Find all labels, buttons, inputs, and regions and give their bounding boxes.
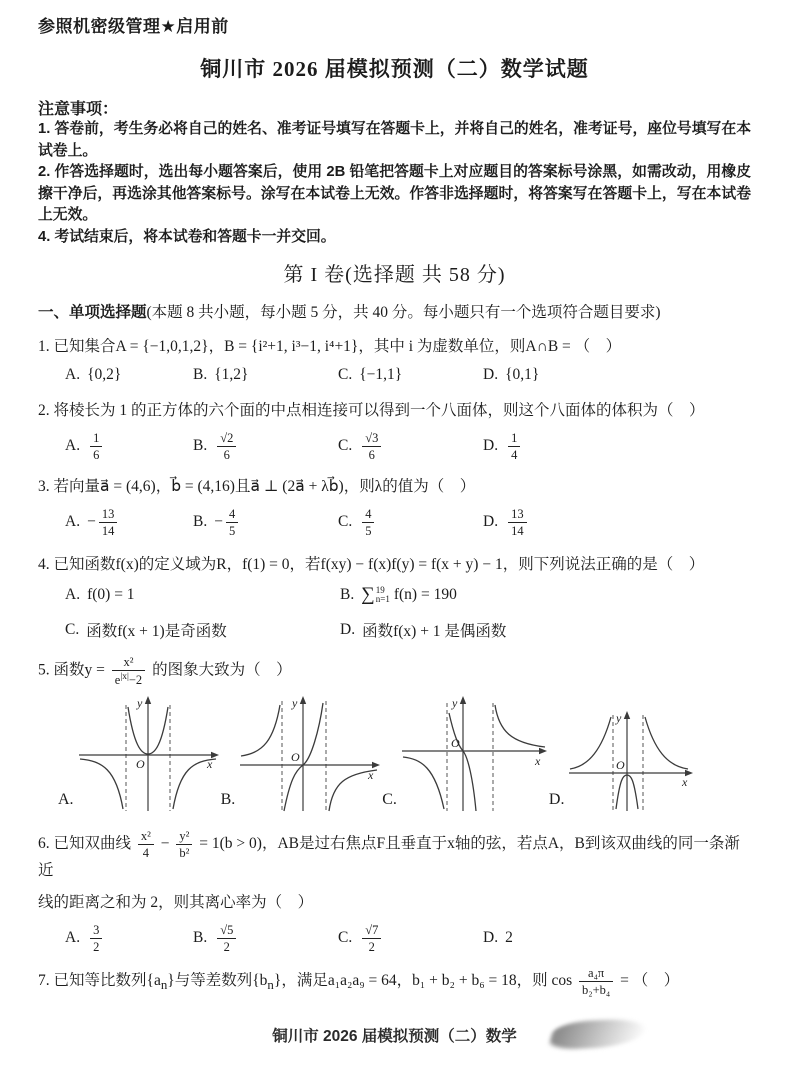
graph-c-plot bbox=[399, 693, 549, 813]
part-heading bbox=[38, 300, 751, 322]
x-axis-label: x bbox=[682, 775, 688, 790]
q1-option-d: D. {0,1} bbox=[483, 366, 540, 384]
graph-option-a: A. y x O bbox=[58, 693, 221, 813]
section-title: 第 I 卷(选择题 共 58 分) bbox=[283, 263, 506, 286]
notice-heading: 注意事项： bbox=[38, 101, 119, 118]
q4-option-a: A. f(0) = 1 bbox=[65, 586, 135, 604]
q2-option-d: D. $\frac{1}{4}$ bbox=[483, 431, 523, 462]
q3-option-b: B. − $\frac{4}{5}$ bbox=[193, 507, 338, 538]
q4-option-d: D. 函数f(x) + 1 是偶函数 bbox=[340, 621, 507, 641]
q6-option-c: C. $\frac{√7}{2}$ bbox=[338, 923, 483, 954]
footer-text: 铜川市 2026 届模拟预测（二）数学 bbox=[272, 1028, 517, 1045]
x-axis-label: x bbox=[368, 768, 374, 783]
summation-limits: 19 n=1 bbox=[375, 584, 390, 605]
fraction: $\frac{√5}{2}$ bbox=[217, 923, 236, 954]
question-6-stem-line1: 6. 已知双曲线 $\frac{\text{x²}}{4}$ − $\frac{\text{y²}}{\text{b²}}$ = 1(b > 0)，AB是过右焦点F且垂直于x轴的弦，若点A，B到该双曲线的同一条渐近 bbox=[38, 829, 740, 880]
origin-label: O bbox=[291, 750, 300, 765]
question-4-options-row2 bbox=[38, 619, 751, 641]
q1-option-c: C. {−1,1} bbox=[338, 366, 403, 384]
q6-option-d: D. 2 bbox=[483, 929, 513, 947]
page-footer bbox=[0, 1024, 789, 1046]
q3-option-c: C. $\frac{4}{5}$ bbox=[338, 507, 483, 538]
q6-option-b: B. $\frac{√5}{2}$ bbox=[193, 923, 338, 954]
question-6-options bbox=[38, 923, 751, 954]
question-5-stem: 5. 函数y = $\frac{\text{x²}}{e^{|x|}-2}$ 的图象大致为（ ） bbox=[38, 655, 292, 688]
q4-option-b: B. ∑ 19 n=1 f(n) = 190 bbox=[340, 584, 457, 606]
part-heading-bold: 一、单项选择题 bbox=[38, 303, 147, 321]
part-heading-rest: (本题 8 共小题，每小题 5 分，共 40 分。每小题只有一个选项符合题目要求) bbox=[146, 303, 661, 321]
question-3-options bbox=[38, 507, 751, 538]
fraction: $\frac{√7}{2}$ bbox=[362, 923, 381, 954]
x-axis-label: x bbox=[534, 754, 541, 769]
fraction: $\frac{\text{x²}}{4}$ bbox=[138, 829, 154, 860]
q1-option-a: A. {0,2} bbox=[65, 366, 122, 384]
graph-option-d: D. y x O bbox=[549, 709, 697, 813]
fraction: $\frac{3}{2}$ bbox=[90, 923, 102, 954]
origin-label: O bbox=[450, 736, 460, 751]
classification-header: 参照机密级管理★启用前 bbox=[38, 17, 229, 36]
y-axis-label: y bbox=[136, 696, 142, 711]
q4-option-c: C. 函数f(x + 1)是奇函数 bbox=[65, 621, 227, 641]
question-4-stem: 4. 已知函数f(x)的定义域为R，f(1) = 0，若f(xy) − f(x)f(y) = f(x + y) − 1，则下列说法正确的是（ ） bbox=[38, 555, 705, 573]
q2-option-b: B. $\frac{√2}{6}$ bbox=[193, 431, 338, 462]
y-axis-label: y bbox=[292, 696, 298, 711]
fraction: $\frac{13}{14}$ bbox=[508, 507, 527, 538]
graph-option-b: B. y x O bbox=[221, 693, 383, 813]
fraction: $\frac{√2}{6}$ bbox=[217, 431, 236, 462]
origin-label: O bbox=[135, 757, 145, 772]
fraction: $\frac{13}{14}$ bbox=[99, 507, 118, 538]
scan-smudge bbox=[547, 1018, 648, 1051]
fraction: $\frac{1}{6}$ bbox=[90, 431, 102, 462]
graph-b-plot bbox=[237, 693, 382, 813]
fraction: $\frac{1}{4}$ bbox=[508, 431, 520, 462]
q6-option-a: A. $\frac{3}{2}$ bbox=[65, 923, 193, 954]
fraction: $\frac{\text{x²}}{e^{|x|}-2}$ bbox=[112, 655, 145, 687]
graph-a-plot bbox=[76, 693, 221, 813]
origin-label: O bbox=[616, 758, 626, 773]
question-2-options bbox=[38, 431, 751, 462]
question-4-options-row1 bbox=[38, 584, 751, 606]
fraction: $\frac{4}{5}$ bbox=[226, 507, 238, 538]
page-title: 铜川市 2026 届模拟预测（二）数学试题 bbox=[200, 57, 589, 81]
y-axis-label: y bbox=[616, 711, 622, 726]
q3-option-d: D. $\frac{13}{14}$ bbox=[483, 507, 530, 538]
notice-item-1: 1. 答卷前，考生务必将自己的姓名、准考证号填写在答题卡上，并将自己的姓名，准考证号，座位号填写在本试卷上。 bbox=[38, 121, 751, 159]
question-2-stem: 2. 将棱长为 1 的正方体的六个面的中点相连接可以得到一个八面体，则这个八面体的体积为（ ） bbox=[38, 402, 705, 420]
notice-item-3: 4. 考试结束后，将本试卷和答题卡一并交回。 bbox=[38, 228, 336, 245]
question-1-options bbox=[38, 366, 751, 384]
x-axis-label: x bbox=[206, 757, 212, 772]
question-3-stem: 3. 若向量a⃗ = (4,6)，b⃗ = (4,16)且a⃗ ⊥ (2a⃗ + λb⃗)，则λ的值为（ ） bbox=[38, 477, 476, 495]
graph-d-plot bbox=[566, 709, 696, 813]
fraction: $\frac{√3}{6}$ bbox=[362, 431, 381, 462]
question-7-stem: 7. 已知等比数列$\{a_n\}$与等差数列$\{b_n\}$，满足a₁a₂a₉ = 64，b₁ + b₂ + b₆ = 18，则 cos $\frac{\text{a₄π}}{\text{b₂+b₄}}$ = （ ） bbox=[38, 965, 680, 997]
y-axis-label: y bbox=[451, 696, 458, 711]
question-5-graphs bbox=[38, 693, 751, 813]
notice-section bbox=[38, 96, 751, 249]
summation-icon: ∑ bbox=[361, 584, 375, 606]
q1-option-b: B. {1,2} bbox=[193, 366, 249, 384]
fraction: $\frac{\text{y²}}{\text{b²}}$ bbox=[176, 829, 192, 860]
graph-option-c: C. y x O bbox=[382, 693, 549, 813]
q2-option-c: C. $\frac{√3}{6}$ bbox=[338, 431, 483, 462]
notice-item-2: 2. 作答选择题时，选出每小题答案后，使用 2B 铅笔把答题卡上对应题目的答案标号涂黑，如需改动，用橡皮擦干净后，再选涂其他答案标号。涂写在本试卷上无效。作答非选择题时，将答案写在答题卡上，写在本试卷上无效。 bbox=[38, 164, 751, 224]
q2-option-a: A. $\frac{1}{6}$ bbox=[65, 431, 193, 462]
fraction: $\frac{4}{5}$ bbox=[362, 507, 374, 538]
fraction: $\frac{\text{a₄π}}{\text{b₂+b₄}}$ bbox=[579, 966, 613, 997]
question-1-stem: 1. 已知集合A = {−1,0,1,2}，B = {i²+1, i³−1, i⁴+1}，其中 i 为虚数单位，则A∩B = （ ） bbox=[38, 337, 622, 355]
question-6-stem-line2: 线的距离之和为 2，则其离心率为（ ） bbox=[38, 894, 314, 912]
q3-option-a: A. − $\frac{13}{14}$ bbox=[65, 507, 193, 538]
